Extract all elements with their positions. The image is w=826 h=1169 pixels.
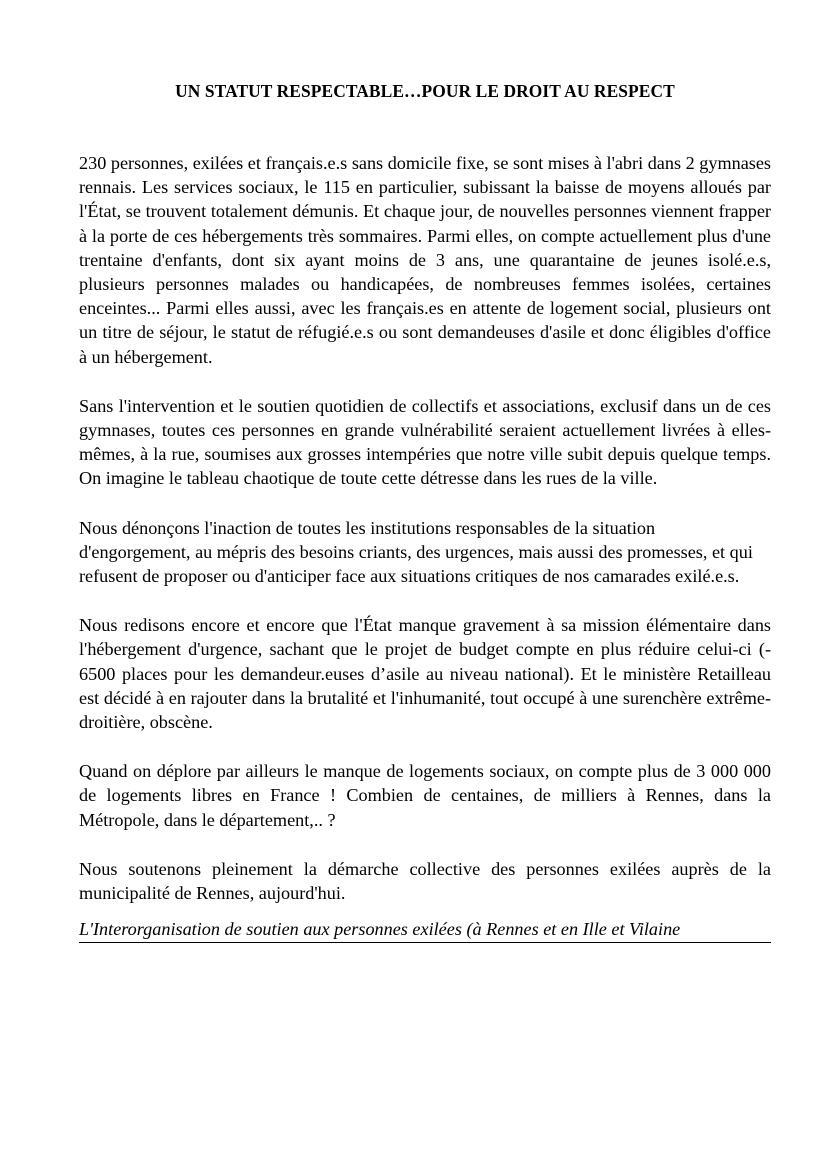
paragraph-situation: 230 personnes, exilées et français.e.s sans domicile fixe, se sont mises à l'abri dans 2 gymnases rennais. Les services sociaux, le 115 en particulier, subissant la baisse de moyens alloués par l'État, se trouvent totalement démunis. Et chaque jour, de nouvelles personnes viennent frapper à la porte de ces hébergements très sommaires. Parmi elles, on compte actuellement plus d'une trentaine d'enfants, dont six ayant moins de 3 ans, une quarantaine de jeunes isolé.e.s, plusieurs personnes malades ou handicapées, de nombreuses femmes isolées, certaines enceintes... Parmi elles aussi, avec les français.es en attente de logement social, plusieurs ont un titre de séjour, le statut de réfugié.e.s ou sont demandeuses d'asile et donc éligibles d'office à un hébergement. [79, 153, 771, 367]
document-page [79, 79, 771, 943]
paragraph-logements: Quand on déplore par ailleurs le manque de logements sociaux, on compte plus de 3 000 000 de logements libres en France ! Combien de centaines, de milliers à Rennes, dans la Métropole, dans le département,.. ? [79, 761, 771, 830]
paragraph-denonciation: Nous dénonçons l'inaction de toutes les institutions responsables de la situation d'engorgement, au mépris des besoins criants, des urgences, mais aussi des promesses, et qui refusent de proposer ou d'anticiper face aux situations critiques de nos camarades exilé.e.s. [79, 517, 753, 587]
paragraph-intervention: Sans l'intervention et le soutien quotidien de collectifs et associations, exclusif dans un de ces gymnases, toutes ces personnes en grande vulnérabilité seraient actuellement livrées à elles-mêmes, à la rue, soumises aux grosses intempéries que notre ville subit depuis quelque temps. On imagine le tableau chaotique de toute cette détresse dans les rues de la ville. [79, 395, 771, 489]
document-title: UN STATUT RESPECTABLE…POUR LE DROIT AU RESPECT [175, 81, 675, 101]
signature: L'Interorganisation de soutien aux personnes exilées (à Rennes et en Ille et Vilaine [79, 917, 771, 943]
paragraph-etat: Nous redisons encore et encore que l'État manque gravement à sa mission élémentaire dans l'hébergement d'urgence, sachant que le projet de budget compte en plus réduire celui-ci (- 6500 places pour les demandeur.euses d’asile au niveau national). Et le ministère Retailleau est décidé à en rajouter dans la brutalité et l'inhumanité, tout occupé à une surenchère extrême-droitière, obscène. [79, 615, 771, 733]
paragraph-soutien: Nous soutenons pleinement la démarche collective des personnes exilées auprès de la municipalité de Rennes, aujourd'hui. [79, 858, 771, 904]
